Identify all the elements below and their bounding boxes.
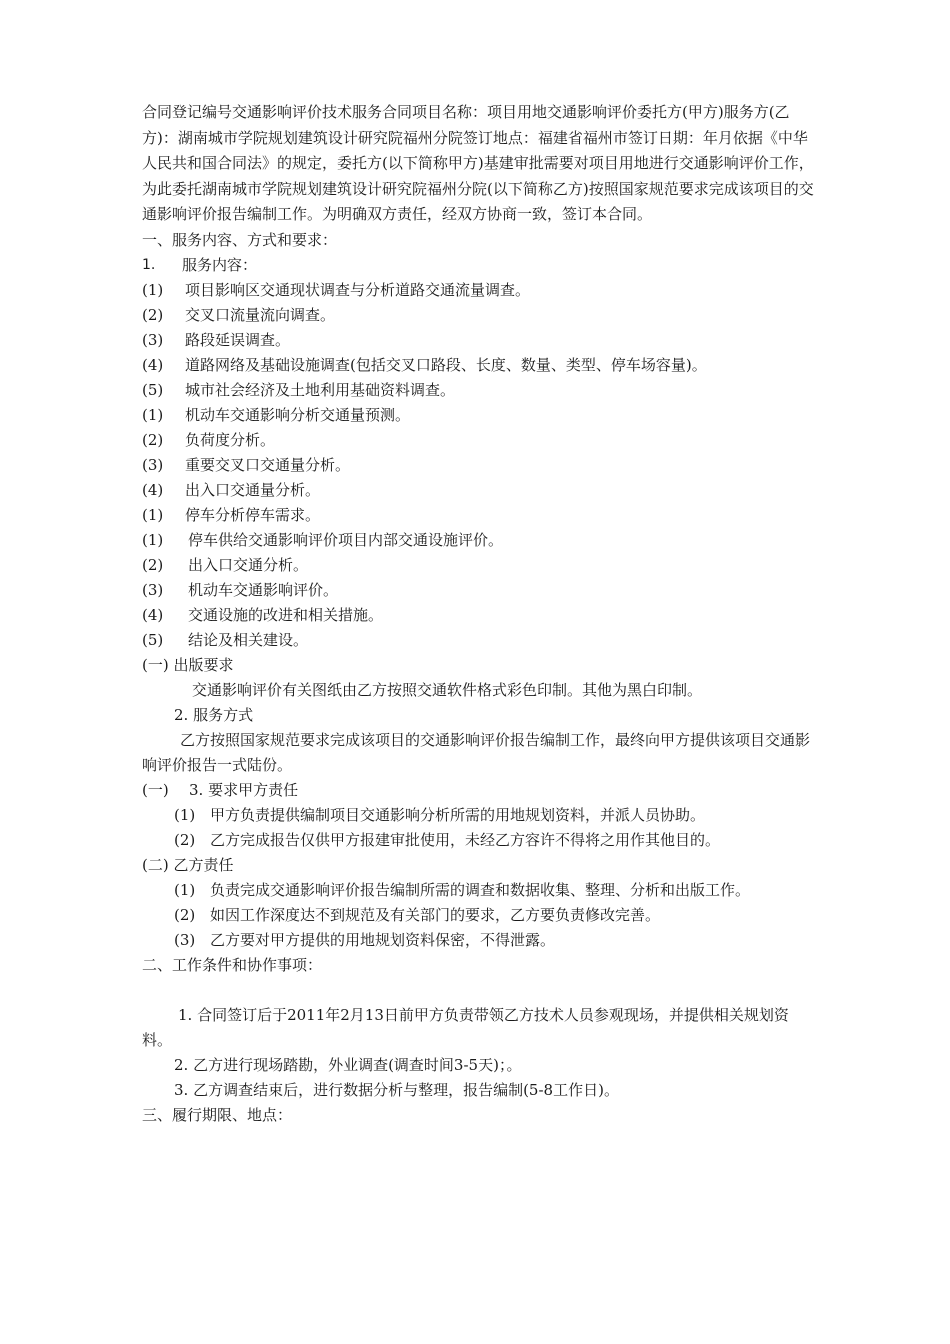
list-item-number: (4) <box>142 355 164 374</box>
list-item-number: (1) <box>142 530 164 549</box>
list-item-number: (1) <box>174 805 196 824</box>
list-item-number: (2) <box>142 305 164 324</box>
list-item-text: 出入口交通分析。 <box>188 555 309 574</box>
list-item <box>142 353 818 378</box>
list-item-text: 重要交叉口交通量分析。 <box>185 455 351 474</box>
list-item-number: (2) <box>142 555 164 574</box>
list-item <box>142 328 818 353</box>
list-item <box>142 303 818 328</box>
list-item <box>142 378 818 403</box>
intro-paragraph: 合同登记编号交通影响评价技术服务合同项目名称：项目用地交通影响评价委托方(甲方)服务方(乙方)：湖南城市学院规划建筑设计研究院福州分院签订地点：福建省福州市签订日期：年月依据《中华人民共和国合同法》的规定，委托方(以下简称甲方)基建审批需要对项目用地进行交通影响评价工作，为此委托湖南城市学院规划建筑设计研究院福州分院(以下简称乙方)按照国家规范要求完成该项目的交通影响评价报告编制工作。为明确双方责任，经双方协商一致，签订本合同。 <box>142 103 814 223</box>
work-item: 1. 合同签订后于2011年2月13日前甲方负责带领乙方技术人员参观现场，并提供相关规划资料。 <box>142 1005 789 1049</box>
list-item-text: 乙方要对甲方提供的用地规划资料保密，不得泄露。 <box>210 930 556 949</box>
section-3-heading: 三、履行期限、地点： <box>142 1105 293 1124</box>
list-item-text: 道路网络及基础设施调查(包括交叉口路段、长度、数量、类型、停车场容量)。 <box>185 355 707 374</box>
work-item: 2. 乙方进行现场踏勘，外业调查(调查时间3-5天)；。 <box>174 1055 522 1074</box>
list-item-text: 如因工作深度达不到规范及有关部门的要求，乙方要负责修改完善。 <box>210 905 661 924</box>
publication-heading: (一) 出版要求 <box>142 655 234 674</box>
document-body <box>142 100 818 1128</box>
list-item-number: (4) <box>142 605 164 624</box>
list-item-number: (3) <box>174 930 196 949</box>
list-item-number: (5) <box>142 380 164 399</box>
list-item <box>142 453 818 478</box>
subsection-title: 服务内容： <box>182 255 258 274</box>
list-item <box>142 278 818 303</box>
list-item-text: 项目影响区交通现状调查与分析道路交通流量调查。 <box>185 280 531 299</box>
list-item <box>142 478 818 503</box>
list-item-number: (1) <box>142 505 164 524</box>
work-item: 3. 乙方调查结束后，进行数据分析与整理，报告编制(5-8工作日)。 <box>174 1080 619 1099</box>
list-item-number: (3) <box>142 455 164 474</box>
list-item-text: 机动车交通影响分析交通量预测。 <box>185 405 411 424</box>
subsection-3-title: 3. 要求甲方责任 <box>189 780 299 799</box>
subsection-1-heading <box>142 253 818 278</box>
list-item <box>142 578 818 603</box>
list-item-text: 停车供给交通影响评价项目内部交通设施评价。 <box>188 530 504 549</box>
party-b-duties-heading: (二) 乙方责任 <box>142 855 234 874</box>
list-item <box>142 503 818 528</box>
list-item <box>142 878 818 903</box>
list-item <box>142 628 818 653</box>
list-item <box>142 553 818 578</box>
subsection-2-text: 乙方按照国家规范要求完成该项目的交通影响评价报告编制工作，最终向甲方提供该项目交通影响评价报告一式陆份。 <box>142 730 811 774</box>
section-1-heading: 一、服务内容、方式和要求： <box>142 230 338 249</box>
subsection-number: 1. <box>142 256 156 273</box>
list-item-text: 交叉口流量流向调查。 <box>185 305 336 324</box>
list-item-number: (5) <box>142 630 164 649</box>
list-item <box>142 528 818 553</box>
publication-text: 交通影响评价有关图纸由乙方按照交通软件格式彩色印制。其他为黑白印制。 <box>192 680 703 699</box>
list-item <box>142 603 818 628</box>
list-item-number: (2) <box>174 905 196 924</box>
list-item <box>142 428 818 453</box>
list-item-text: 停车分析停车需求。 <box>185 505 321 524</box>
list-item <box>142 903 818 928</box>
list-item-number: (3) <box>142 330 164 349</box>
list-item-text: 结论及相关建设。 <box>188 630 309 649</box>
list-item-text: 甲方负责提供编制项目交通影响分析所需的用地规划资料，并派人员协助。 <box>210 805 706 824</box>
list-item <box>142 803 818 828</box>
list-item-text: 机动车交通影响评价。 <box>188 580 339 599</box>
subsection-2-heading: 2. 服务方式 <box>174 705 254 724</box>
list-item <box>142 828 818 853</box>
section-2-heading: 二、工作条件和协作事项： <box>142 955 323 974</box>
list-item-text: 负责完成交通影响评价报告编制所需的调查和数据收集、整理、分析和出版工作。 <box>210 880 751 899</box>
list-item <box>142 928 818 953</box>
subsection-3-heading <box>142 778 818 803</box>
list-item-text: 城市社会经济及土地利用基础资料调查。 <box>185 380 456 399</box>
list-item-number: (2) <box>174 830 196 849</box>
list-item-number: (1) <box>174 880 196 899</box>
subsection-3-number: (一) <box>142 780 169 799</box>
list-item-number: (1) <box>142 405 164 424</box>
list-item-text: 负荷度分析。 <box>185 430 276 449</box>
list-item-number: (1) <box>142 280 164 299</box>
list-item <box>142 403 818 428</box>
list-item-text: 出入口交通量分析。 <box>185 480 321 499</box>
blank-line <box>142 978 818 1003</box>
list-item-number: (2) <box>142 430 164 449</box>
list-item-number: (4) <box>142 480 164 499</box>
list-item-number: (3) <box>142 580 164 599</box>
list-item-text: 路段延误调查。 <box>185 330 291 349</box>
list-item-text: 乙方完成报告仅供甲方报建审批使用，未经乙方容许不得将之用作其他目的。 <box>210 830 721 849</box>
list-item-text: 交通设施的改进和相关措施。 <box>188 605 384 624</box>
